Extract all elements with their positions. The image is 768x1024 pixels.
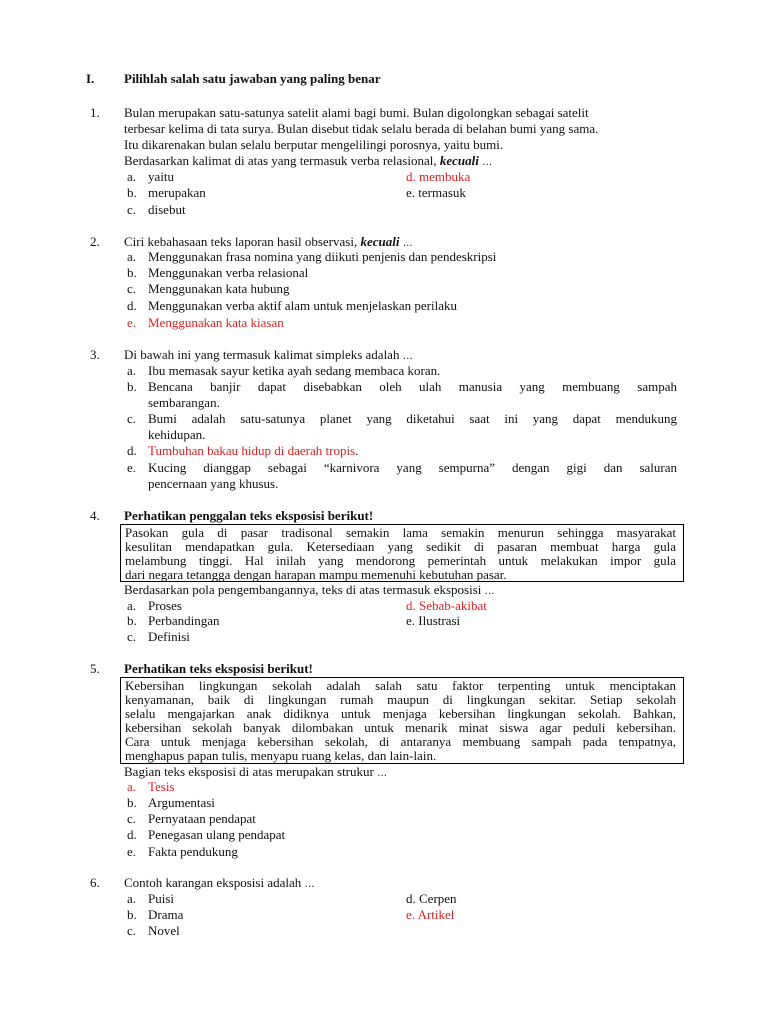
- q2-option-c: Menggunakan kata hubung: [148, 281, 290, 296]
- q3-option-d-letter: d.: [127, 443, 137, 458]
- q4-number: 4.: [90, 508, 100, 523]
- q6-option-c: Novel: [148, 923, 180, 938]
- q5-passage-line: kenyamanan, baik di lingkungan rumah maupun di lingkungan sekitar. Setiap sekolah: [125, 692, 676, 707]
- q6-option-b-letter: b.: [127, 907, 137, 922]
- q2-option-e-letter: e.: [127, 315, 137, 330]
- q5-passage-line: menghapus papan tulis, menyapu ruang kelas, dan lain-lain.: [125, 748, 437, 763]
- q6-option-d: d. Cerpen: [406, 891, 457, 906]
- q5-option-c: Pernyataan pendapat: [148, 811, 256, 826]
- q3-option-e-cont: pencernaan yang khusus.: [148, 476, 279, 491]
- q6-option-a: Puisi: [148, 891, 175, 906]
- q5-option-b: Argumentasi: [148, 795, 215, 810]
- q3-option-e: Kucing dianggap sebagai “karnivora yang sempurna” dengan gigi dan saluran: [148, 460, 677, 475]
- q1-stem-line: Bulan merupakan satu-satunya satelit alami bagi bumi. Bulan digolongkan sebagai satelit: [124, 105, 589, 120]
- q4-passage-line: melambung tinggi. Hal inilah yang mendorong pemerintah untuk melakukan impor gula: [125, 553, 676, 568]
- q3-option-c-letter: c.: [127, 411, 137, 426]
- q2-option-b: Menggunakan verba relasional: [148, 265, 309, 280]
- q5-title: Perhatikan teks eksposisi berikut!: [124, 661, 313, 676]
- q5-passage-line: Cara untuk menjaga kebersihan sekolah, di antaranya membuang sampah pada tempatnya,: [125, 734, 676, 749]
- q5-option-e-letter: e.: [127, 844, 137, 859]
- q4-passage-line: dari negara tetangga dengan harapan mampu memenuhi kebutuhan pasar.: [125, 567, 507, 582]
- q2-option-d: Menggunakan verba aktif alam untuk menjelaskan perilaku: [148, 298, 458, 313]
- q2-number: 2.: [90, 234, 100, 249]
- q3-option-b-cont: sembarangan.: [148, 395, 220, 410]
- q1-stem-line: terbesar kelima di tata surya. Bulan disebut tidak selalu berada di belahan bumi yang sama.: [124, 121, 599, 136]
- q1-option-e: e. termasuk: [406, 185, 466, 200]
- q2-emphasis: kecuali: [360, 234, 400, 249]
- q1-option-a-letter: a.: [127, 169, 137, 184]
- section-title: Pilihlah salah satu jawaban yang paling benar: [124, 71, 381, 86]
- q4-option-b: Perbandingan: [148, 613, 220, 628]
- q4-passage-box: [120, 524, 684, 582]
- q4-option-a: Proses: [148, 598, 182, 613]
- q5-number: 5.: [90, 661, 100, 676]
- q2-option-e-correct: Menggunakan kata kiasan: [148, 315, 284, 330]
- q3-number: 3.: [90, 347, 100, 362]
- q1-emphasis: kecuali: [439, 153, 479, 168]
- q4-option-e: e. Ilustrasi: [406, 613, 461, 628]
- q3-option-a: Ibu memasak sayur ketika ayah sedang membaca koran.: [148, 363, 441, 378]
- q4-option-c-letter: c.: [127, 629, 137, 644]
- q5-option-d: Penegasan ulang pendapat: [148, 827, 286, 842]
- q5-passage-line: kebersihan sekolah banyak dilombakan untuk menarik minat siswa agar peduli kebersihan.: [125, 720, 676, 735]
- q3-option-d-correct: Tumbuhan bakau hidup di daerah tropis.: [148, 443, 359, 458]
- q5-option-a-letter: a.: [127, 779, 137, 794]
- q2-option-b-letter: b.: [127, 265, 137, 280]
- q2-option-c-letter: c.: [127, 281, 137, 296]
- q6-question: Contoh karangan eksposisi adalah …: [124, 875, 316, 890]
- q2-question: Ciri kebahasaan teks laporan hasil observasi, kecuali …: [124, 234, 414, 249]
- q1-option-d-correct: d. membuka: [406, 169, 471, 184]
- q4-passage-line: kesulitan mendapatkan gula. Ketersediaan yang sedikit di pasaran membuat harga gula: [125, 539, 676, 554]
- q5-option-b-letter: b.: [127, 795, 137, 810]
- q5-passage-line: Kebersihan lingkungan sekolah adalah salah satu faktor terpenting untuk menciptakan: [125, 678, 676, 693]
- q4-option-c: Definisi: [148, 629, 190, 644]
- q5-passage-line: selalu mengajarkan anak didiknya untuk menjaga kebersihan lingkungan sekolah. Bahkan,: [125, 706, 676, 721]
- q4-passage-line: Pasokan gula di pasar tradisonal semakin lama semakin menurun sehingga masyarakat: [125, 525, 676, 540]
- q1-option-c-letter: c.: [127, 202, 137, 217]
- q6-option-e-correct: e. Artikel: [406, 907, 455, 922]
- section-number: I.: [86, 71, 95, 86]
- q3-option-e-letter: e.: [127, 460, 137, 475]
- q4-option-b-letter: b.: [127, 613, 137, 628]
- q1-question-text: Berdasarkan kalimat di atas yang termasuk verba relasional,: [124, 153, 437, 168]
- q5-option-c-letter: c.: [127, 811, 137, 826]
- q4-option-d-correct: d. Sebab-akibat: [406, 598, 487, 613]
- q1-number: 1.: [90, 105, 100, 120]
- q3-option-b-letter: b.: [127, 379, 137, 394]
- q5-question: Bagian teks eksposisi di atas merupakan strukur …: [124, 764, 389, 779]
- q4-title: Perhatikan penggalan teks eksposisi berikut!: [124, 508, 374, 523]
- q6-number: 6.: [90, 875, 100, 890]
- q3-option-c-cont: kehidupan.: [148, 427, 206, 442]
- q6-option-a-letter: a.: [127, 891, 137, 906]
- q2-option-a-letter: a.: [127, 249, 137, 264]
- q3-question: Di bawah ini yang termasuk kalimat simpleks adalah …: [124, 347, 414, 362]
- q2-option-d-letter: d.: [127, 298, 137, 313]
- q5-option-d-letter: d.: [127, 827, 137, 842]
- q3-option-b: Bencana banjir dapat disebabkan oleh ulah manusia yang membuang sampah: [148, 379, 677, 394]
- q5-passage-box: [120, 677, 684, 764]
- q1-ellipsis: …: [482, 157, 494, 168]
- q5-option-e: Fakta pendukung: [148, 844, 238, 859]
- q4-option-a-letter: a.: [127, 598, 137, 613]
- q6-option-c-letter: c.: [127, 923, 137, 938]
- q1-stem-line: Itu dikarenakan bulan selalu berputar mengelilingi porosnya, yaitu bumi.: [124, 137, 504, 152]
- q1-option-a: yaitu: [148, 169, 174, 184]
- q2-option-a: Menggunakan frasa nomina yang diikuti penjenis dan pendeskripsi: [148, 249, 497, 264]
- q3-option-a-letter: a.: [127, 363, 137, 378]
- q5-option-a-correct: Tesis: [148, 779, 175, 794]
- q1-option-b-letter: b.: [127, 185, 137, 200]
- q1-option-b: merupakan: [148, 185, 206, 200]
- q4-question: Berdasarkan pola pengembangannya, teks di atas termasuk eksposisi …: [124, 582, 496, 597]
- q1-option-c: disebut: [148, 202, 186, 217]
- q6-option-b: Drama: [148, 907, 184, 922]
- q3-option-c: Bumi adalah satu-satunya planet yang diketahui saat ini yang dapat mendukung: [148, 411, 677, 426]
